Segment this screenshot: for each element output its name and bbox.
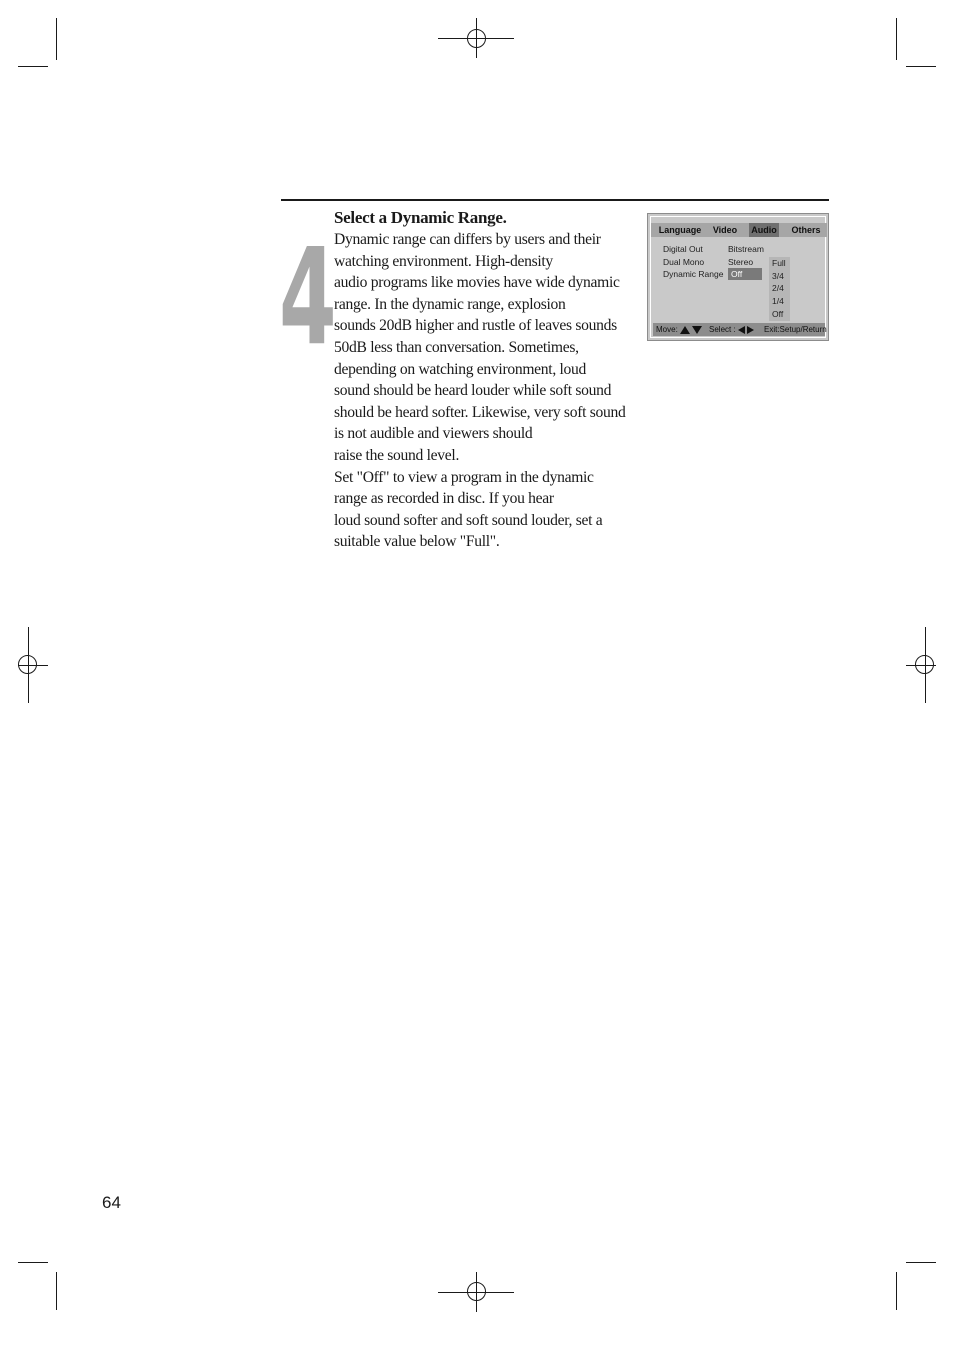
crop-mark — [18, 66, 48, 67]
section-rule — [281, 199, 829, 201]
dynamic-range-label[interactable]: Dynamic Range — [663, 269, 724, 279]
text-line: raise the sound level. — [334, 446, 460, 464]
digital-out-value[interactable]: Bitstream — [728, 244, 764, 254]
text-line: range. In the dynamic range, explosion — [334, 295, 566, 313]
registration-circle — [18, 655, 37, 674]
text-line: should be heard softer. Likewise, very soft sound — [334, 403, 626, 421]
option-three-quarters[interactable]: 3/4 — [772, 271, 784, 281]
dynamic-range-dropdown — [769, 257, 790, 321]
dual-mono-label[interactable]: Dual Mono — [663, 257, 705, 267]
text-line: sound should be heard louder while soft sound — [334, 382, 612, 400]
crop-mark — [56, 1272, 57, 1310]
tab-language[interactable]: Language — [658, 225, 702, 235]
menu-footer — [653, 323, 825, 336]
down-arrow-icon — [692, 326, 702, 334]
up-arrow-icon — [680, 326, 690, 334]
text-line: 50dB less than conversation. Sometimes, — [334, 338, 579, 356]
right-arrow-icon — [747, 326, 754, 334]
registration-circle — [915, 655, 934, 674]
select-label: Select : — [709, 325, 736, 334]
option-half[interactable]: 2/4 — [772, 283, 784, 293]
move-label: Move: — [656, 325, 678, 334]
move-hint — [656, 323, 702, 336]
tab-video[interactable]: Video — [712, 225, 738, 235]
text-line: depending on watching environment, loud — [334, 360, 587, 378]
text-line: range as recorded in disc. If you hear — [334, 490, 554, 508]
dual-mono-value[interactable]: Stereo — [728, 257, 754, 267]
text-line: Dynamic range can differs by users and their — [334, 231, 601, 248]
setup-menu-frame — [650, 216, 826, 338]
digital-out-label[interactable]: Digital Out — [663, 244, 703, 254]
crop-mark — [56, 18, 57, 60]
left-arrow-icon — [738, 326, 745, 334]
text-line: loud sound softer and soft sound louder, set a — [334, 511, 603, 529]
crop-mark — [896, 1272, 897, 1310]
step-number: 4 — [279, 219, 337, 376]
page-number: 64 — [102, 1193, 121, 1212]
tab-audio[interactable]: Audio — [749, 223, 779, 237]
crop-mark — [896, 18, 897, 60]
crop-mark — [18, 1262, 48, 1263]
step-heading: Select a Dynamic Range. — [334, 208, 507, 227]
menu-tab-bar — [651, 223, 827, 237]
select-hint — [709, 323, 754, 336]
text-line: watching environment. High-density — [334, 252, 553, 270]
registration-circle — [467, 29, 486, 48]
dynamic-range-value[interactable]: Off — [728, 268, 762, 280]
text-line: suitable value below "Full". — [334, 533, 500, 551]
option-off[interactable]: Off — [772, 309, 784, 319]
tab-others[interactable]: Others — [791, 225, 821, 235]
step-description — [334, 229, 634, 553]
crop-mark — [906, 66, 936, 67]
instruction-block — [334, 207, 634, 553]
exit-hint: Exit:Setup/Return — [764, 325, 827, 334]
option-full[interactable]: Full — [772, 258, 786, 268]
setup-menu-screen — [647, 213, 829, 341]
text-line: sounds 20dB higher and rustle of leaves sounds — [334, 317, 617, 335]
text-line: Set "Off" to view a program in the dynamic — [334, 468, 594, 486]
registration-circle — [467, 1282, 486, 1301]
text-line: audio programs like movies have wide dynamic — [334, 274, 620, 292]
option-quarter[interactable]: 1/4 — [772, 296, 784, 306]
crop-mark — [906, 1262, 936, 1263]
text-line: is not audible and viewers should — [334, 425, 533, 443]
